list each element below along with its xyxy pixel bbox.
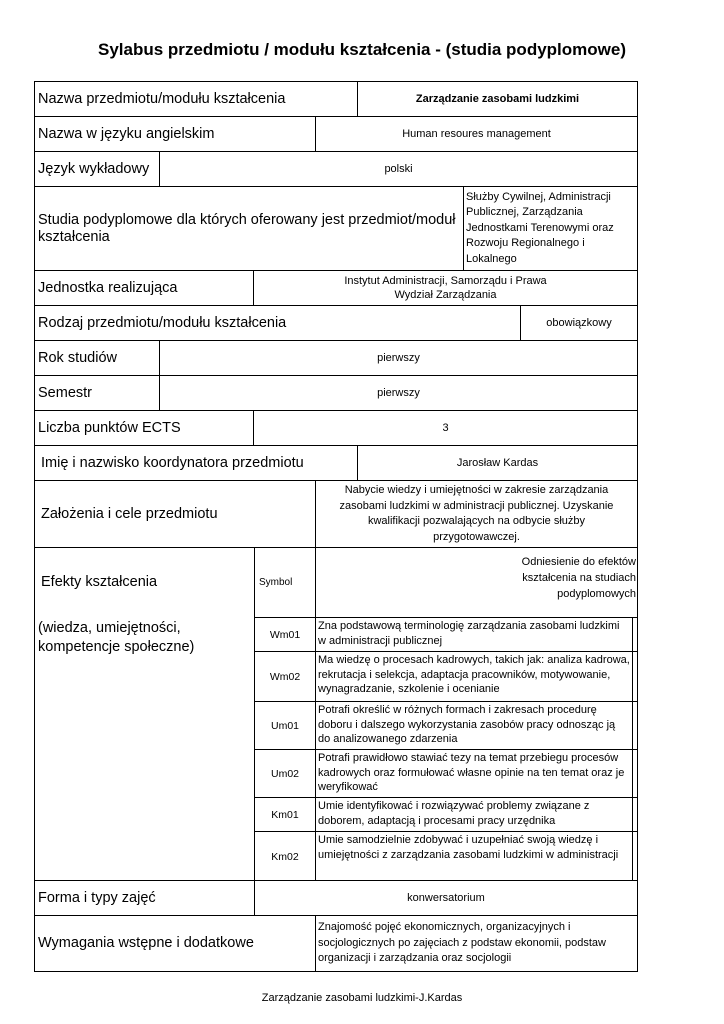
efekt-odniesienie bbox=[632, 750, 637, 797]
efekt-description: Umie samodzielnie zdobywać i uzupełniać swoją wiedzę i umiejętności z zarządzania zasobami ludzkimi w administracji bbox=[315, 832, 632, 881]
rodzaj-value: obowiązkowy bbox=[520, 306, 637, 340]
efekt-odniesienie bbox=[632, 798, 637, 831]
koordynator-label: Imię i nazwisko koordynatora przedmiotu bbox=[41, 454, 304, 471]
efekt-odniesienie bbox=[632, 832, 637, 881]
page-title: Sylabus przedmiotu / modułu kształcenia - (studia podyplomowe) bbox=[97, 40, 626, 59]
rok-label: Rok studiów bbox=[38, 349, 117, 366]
jednostka-label: Jednostka realizująca bbox=[38, 279, 178, 296]
efekt-row bbox=[254, 798, 637, 832]
row-ects bbox=[35, 411, 637, 446]
odniesienie-header: Odniesienie do efektów kształcenia na studiach podyplomowych bbox=[521, 556, 636, 600]
zalozenia-label: Założenia i cele przedmiotu bbox=[41, 505, 218, 522]
efekt-description: Zna podstawową terminologię zarządzania zasobami ludzkimi w administracji publicznej bbox=[315, 618, 632, 651]
row-jednostka bbox=[35, 271, 637, 306]
nazwa-value: Zarządzanie zasobami ludzkimi bbox=[357, 82, 637, 116]
studia-value: Służby Cywilnej, Administracji Publicznej, Zarządzania Jednostkami Terenowymi oraz Rozwoju Regionalnego i Lokalnego bbox=[463, 187, 637, 270]
row-rok bbox=[35, 341, 637, 376]
efekt-odniesienie bbox=[632, 702, 637, 749]
rok-value: pierwszy bbox=[159, 341, 637, 375]
efekt-code: Wm01 bbox=[254, 618, 315, 651]
semestr-label: Semestr bbox=[38, 384, 92, 401]
nazwa-label: Nazwa przedmiotu/modułu kształcenia bbox=[38, 90, 286, 107]
efekt-description: Ma wiedzę o procesach kadrowych, takich jak: analiza kadrowa, rekrutacja i selekcja, adaptacja pracowników, motywowanie, wynagradzanie, szkolenie i ocenianie bbox=[315, 652, 632, 701]
row-wymagania bbox=[35, 916, 637, 971]
efekt-code: Km02 bbox=[254, 832, 315, 881]
semestr-value: pierwszy bbox=[159, 376, 637, 410]
odniesienie-header-cell bbox=[315, 548, 637, 617]
jezyk-label: Język wykładowy bbox=[38, 160, 150, 177]
efekty-label: Efekty kształcenia bbox=[41, 574, 158, 590]
efekt-description: Potrafi określić w różnych formach i zakresach procedurę doboru i dalszego wykorzystania zasobów pracy odnosząc ją do analizowanego zdarzenia bbox=[315, 702, 632, 749]
row-semestr bbox=[35, 376, 637, 411]
efekty-sublabel: (wiedza, umiejętności, kompetencje społeczne) bbox=[38, 620, 195, 655]
ects-label: Liczba punktów ECTS bbox=[38, 419, 181, 436]
wymagania-value: Znajomość pojęć ekonomicznych, organizacyjnych i socjologicznych po zajęciach z podstaw ekonomii, podstaw organizacji i zarządzania oraz socjologii bbox=[315, 916, 637, 971]
jezyk-value: polski bbox=[159, 152, 637, 186]
efekt-row bbox=[254, 750, 637, 798]
efekt-row bbox=[254, 652, 637, 702]
efekt-code: Km01 bbox=[254, 798, 315, 831]
efekt-row bbox=[254, 702, 637, 750]
row-forma bbox=[35, 881, 637, 916]
page-footer: Zarządzanie zasobami ludzkimi-J.Kardas bbox=[261, 992, 463, 1004]
efekt-row bbox=[254, 832, 637, 881]
row-nazwa-en bbox=[35, 117, 637, 152]
nazwa-en-value: Human resoures management bbox=[315, 117, 637, 151]
nazwa-en-label: Nazwa w języku angielskim bbox=[38, 125, 215, 142]
rodzaj-label: Rodzaj przedmiotu/modułu kształcenia bbox=[38, 314, 287, 331]
row-nazwa bbox=[35, 82, 637, 117]
jednostka-value-line2: Wydział Zarządzania bbox=[394, 289, 497, 301]
symbol-header: Symbol bbox=[254, 548, 315, 617]
zalozenia-value: Nabycie wiedzy i umiejętności w zakresie zarządzania zasobami ludzkimi w administracji publicznej. Uzyskanie kwalifikacji pozwalających na odbycie służby przygotowawczej. bbox=[315, 481, 637, 547]
efekt-description: Potrafi prawidłowo stawiać tezy na temat przebiegu procesów kadrowych oraz formułować własne opinie na ten temat oraz je weryfikować bbox=[315, 750, 632, 797]
row-studia bbox=[35, 187, 637, 271]
efekt-row bbox=[254, 618, 637, 652]
efekt-odniesienie bbox=[632, 652, 637, 701]
forma-value: konwersatorium bbox=[254, 881, 637, 915]
efekt-code: Um02 bbox=[254, 750, 315, 797]
row-jezyk bbox=[35, 152, 637, 187]
ects-value: 3 bbox=[253, 411, 637, 445]
syllabus-table bbox=[34, 81, 638, 972]
forma-label: Forma i typy zajęć bbox=[38, 889, 156, 906]
efekty-label-cell bbox=[35, 548, 254, 880]
efekt-code: Wm02 bbox=[254, 652, 315, 701]
jednostka-value bbox=[253, 271, 637, 305]
row-rodzaj bbox=[35, 306, 637, 341]
row-zalozenia bbox=[35, 481, 637, 548]
studia-label: Studia podyplomowe dla których oferowany jest przedmiot/moduł kształcenia bbox=[38, 211, 456, 245]
jednostka-value-line1: Instytut Administracji, Samorządu i Prawa bbox=[344, 275, 547, 287]
efekt-odniesienie bbox=[632, 618, 637, 651]
efekt-code: Um01 bbox=[254, 702, 315, 749]
koordynator-value: Jarosław Kardas bbox=[357, 446, 637, 480]
efekt-description: Umie identyfikować i rozwiązywać problemy związane z doborem, adaptacją i procesami pracy urzędnika bbox=[315, 798, 632, 831]
wymagania-label: Wymagania wstępne i dodatkowe bbox=[38, 935, 254, 951]
row-koordynator bbox=[35, 446, 637, 481]
efekty-header bbox=[254, 548, 637, 618]
row-efekty bbox=[35, 548, 637, 881]
